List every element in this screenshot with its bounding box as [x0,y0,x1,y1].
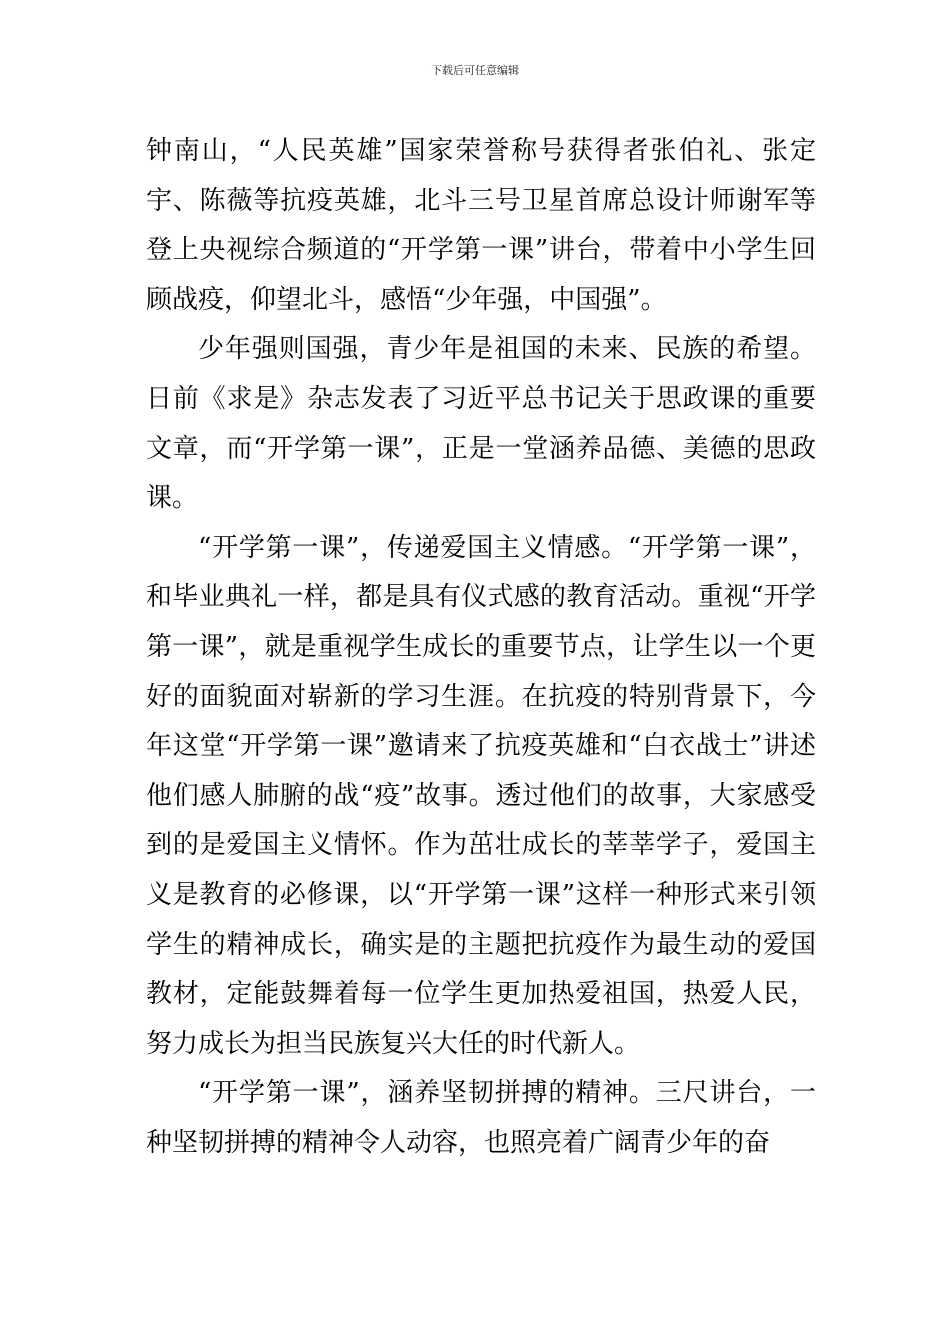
paragraph-4: “开学第一课”，涵养坚韧拼搏的精神。三尺讲台，一种坚韧拼搏的精神令人动容，也照亮着广阔青少年的奋 [146,1078,816,1158]
page-header-note: 下载后可任意编辑 [431,64,519,77]
paragraph-3: “开学第一课”，传递爱国主义情感。“开学第一课”，和毕业典礼一样，都是具有仪式感的教育活动。重视“开学第一课”，就是重视学生成长的重要节点，让学生以一个更好的面貌面对崭新的学习生涯。在抗疫的特别背景下，今年这堂“开学第一课”邀请来了抗疫英雄和“白衣战士”讲述他们感人肺腑的战“疫”故事。透过他们的故事，大家感受到的是爱国主义情怀。作为茁壮成长的莘莘学子，爱国主义是教育的必修课，以“开学第一课”这样一种形式来引领学生的精神成长，确实是的主题把抗疫作为最生动的爱国教材，定能鼓舞着每一位学生更加热爱祖国，热爱人民，努力成长为担当民族复兴大任的时代新人。 [146,532,816,1059]
document-body [146,127,816,1168]
paragraph-1: 钟南山，“人民英雄”国家荣誉称号获得者张伯礼、张定宇、陈薇等抗疫英雄，北斗三号卫星首席总设计师谢军等登上央视综合频道的“开学第一课”讲台，带着中小学生回顾战疫，仰望北斗，感悟“少年强，中国强”。 [146,136,816,315]
paragraph-2: 少年强则国强，青少年是祖国的未来、民族的希望。日前《求是》杂志发表了习近平总书记关于思政课的重要文章，而“开学第一课”，正是一堂涵养品德、美德的思政课。 [146,334,816,514]
